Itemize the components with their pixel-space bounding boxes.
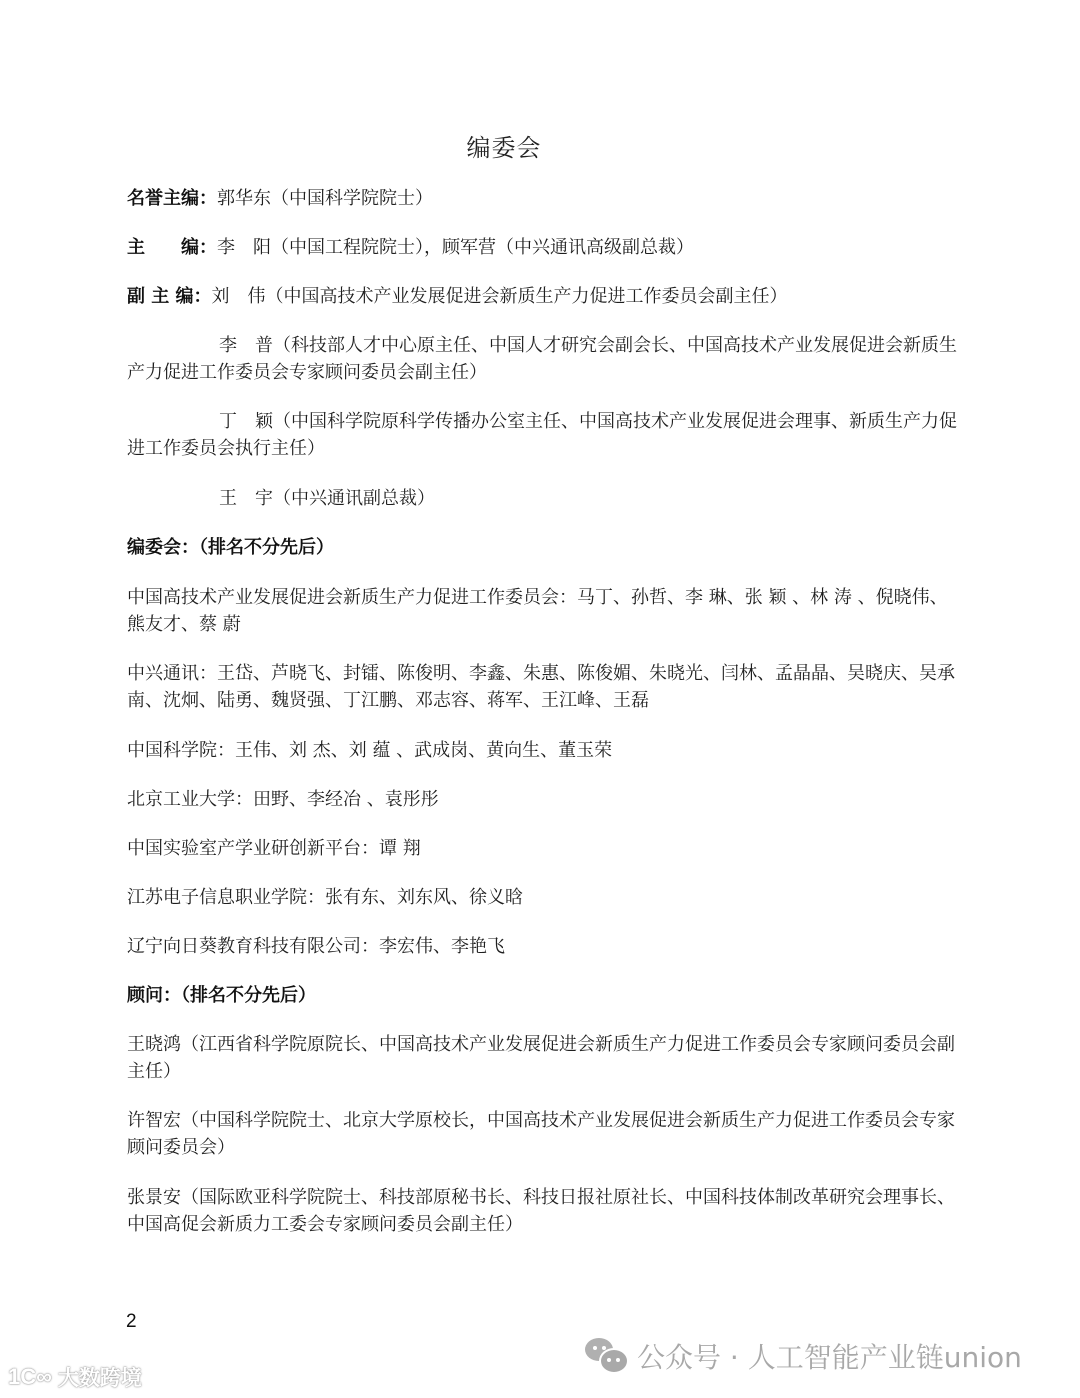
watermark-left bbox=[8, 1362, 142, 1392]
deputy-editor-line-4: 王 宇（中兴通讯副总裁） bbox=[219, 488, 435, 509]
deputy-editor-line-1 bbox=[127, 283, 957, 310]
honorary-editor-label: 名誉主编： bbox=[127, 188, 217, 209]
advisor-entry: 许智宏（中国科学院院士、北京大学原校长，中国高技术产业发展促进会新质生产力促进工作委员会专家顾问委员会） bbox=[127, 1110, 955, 1158]
committee-group: 中国高技术产业发展促进会新质生产力促进工作委员会：马丁、孙哲、李 琳、张 颖 、林 涛 、倪晓伟、熊友才、蔡 蔚 bbox=[127, 587, 948, 635]
committee-group: 中国实验室产学业研创新平台：谭 翔 bbox=[127, 838, 421, 859]
advisor-entry: 王晓鸿（江西省科学院原院长、中国高技术产业发展促进会新质生产力促进工作委员会专家顾问委员会副主任） bbox=[127, 1034, 955, 1082]
deputy-editor-text: 刘 伟（中国高技术产业发展促进会新质生产力促进工作委员会副主任） bbox=[211, 286, 788, 307]
watermark-right-text: 公众号 · 人工智能产业链union bbox=[637, 1341, 1022, 1374]
chief-editor-label: 主 编： bbox=[127, 237, 217, 258]
committee-group: 辽宁向日葵教育科技有限公司：李宏伟、李艳飞 bbox=[127, 936, 505, 957]
watermark-right bbox=[585, 1336, 1022, 1376]
chief-editor-line bbox=[127, 234, 957, 261]
watermark-left-text: 大数跨境 bbox=[57, 1366, 142, 1390]
committee-heading: 编委会：（排名不分先后） bbox=[127, 537, 334, 558]
deputy-editor-line-3: 丁 颖（中国科学院原科学传播办公室主任、中国高技术产业发展促进会理事、新质生产力促进工作委员会执行主任） bbox=[127, 411, 957, 459]
page-number: 2 bbox=[126, 1311, 137, 1332]
chief-editor-text: 李 阳（中国工程院院士），顾军营（中兴通讯高级副总裁） bbox=[217, 237, 694, 258]
committee-group: 江苏电子信息职业学院：张有东、刘东风、徐义晗 bbox=[127, 887, 523, 908]
deputy-editor-line-2: 李 普（科技部人才中心原主任、中国人才研究会副会长、中国高技术产业发展促进会新质生产力促进工作委员会专家顾问委员会副主任） bbox=[127, 335, 957, 383]
brand-logo-icon: 1C∞ bbox=[8, 1364, 52, 1389]
page-title: 编委会 bbox=[466, 134, 542, 162]
committee-group: 中兴通讯：王岱、芦晓飞、封镭、陈俊明、李鑫、朱惠、陈俊媚、朱晓光、闫林、孟晶晶、吴晓庆、吴承南、沈炯、陆勇、魏贤强、丁江鹏、邓志容、蒋军、王江峰、王磊 bbox=[127, 663, 955, 711]
committee-group: 中国科学院：王伟、刘 杰、刘 蕴 、武成岗、黄向生、董玉荣 bbox=[127, 740, 613, 761]
wechat-icon bbox=[585, 1338, 629, 1374]
deputy-editor-label: 副 主 编： bbox=[127, 286, 212, 307]
honorary-editor-line bbox=[127, 185, 957, 212]
committee-group: 北京工业大学：田野、李经冶 、袁彤彤 bbox=[127, 789, 439, 810]
honorary-editor-text: 郭华东（中国科学院院士） bbox=[217, 188, 433, 209]
advisors-heading: 顾问：（排名不分先后） bbox=[127, 985, 316, 1006]
advisor-entry: 张景安（国际欧亚科学院院士、科技部原秘书长、科技日报社原社长、中国科技体制改革研究会理事长、中国高促会新质力工委会专家顾问委员会副主任） bbox=[127, 1187, 955, 1235]
